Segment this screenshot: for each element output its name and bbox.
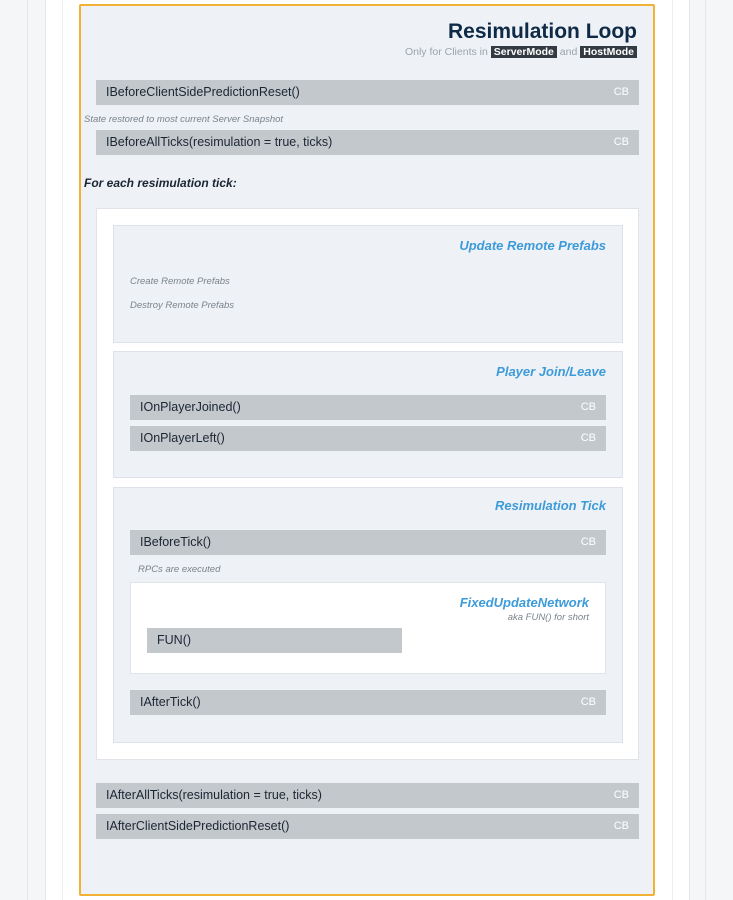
for-each-heading: For each resimulation tick: xyxy=(84,176,237,190)
section-title: Player Join/Leave xyxy=(496,364,606,379)
callback-label: IAfterTick() xyxy=(140,695,201,709)
fun-title: FixedUpdateNetwork xyxy=(459,595,589,610)
callback-label: FUN() xyxy=(157,633,192,647)
resimulation-tick-section xyxy=(113,487,623,743)
cb-badge: CB xyxy=(580,696,596,708)
callback-label: IOnPlayerJoined() xyxy=(140,400,241,414)
resimulation-loop-frame xyxy=(79,4,655,896)
left-rail xyxy=(0,0,28,900)
right-rail xyxy=(705,0,733,900)
after-all-ticks-callback xyxy=(96,783,639,808)
fixed-update-network-box xyxy=(130,582,606,674)
cb-badge: CB xyxy=(580,401,596,413)
destroy-remote-prefabs-note: Destroy Remote Prefabs xyxy=(130,300,235,311)
callback-label: IBeforeAllTicks(resimulation = true, ticks) xyxy=(106,135,333,149)
callback-label: IAfterAllTicks(resimulation = true, ticks) xyxy=(106,788,322,802)
cb-badge: CB xyxy=(580,432,596,444)
callback-label: IOnPlayerLeft() xyxy=(140,431,225,445)
fun-subtitle: aka FUN() for short xyxy=(507,612,589,623)
callback-label: IBeforeTick() xyxy=(140,535,212,549)
cb-badge: CB xyxy=(613,136,629,148)
fun-call xyxy=(147,628,402,653)
rpc-note: RPCs are executed xyxy=(138,564,221,575)
before-tick-callback xyxy=(130,530,606,555)
player-join-leave-section xyxy=(113,351,623,478)
resimulation-tick-container xyxy=(96,208,639,760)
create-remote-prefabs-note: Create Remote Prefabs xyxy=(130,276,230,287)
update-remote-prefabs-section xyxy=(113,225,623,343)
section-title: Resimulation Tick xyxy=(494,498,606,513)
reset-note: State restored to most current Server Snapshot xyxy=(84,114,284,125)
section-title: Update Remote Prefabs xyxy=(459,238,606,253)
subtitle-prefix: Only for Clients in xyxy=(404,46,488,58)
loop-title: Resimulation Loop xyxy=(448,20,637,43)
cb-badge: CB xyxy=(613,86,629,98)
cb-badge: CB xyxy=(580,536,596,548)
after-reset-callback xyxy=(96,814,639,839)
cb-badge: CB xyxy=(613,820,629,832)
on-player-left-callback xyxy=(130,426,606,451)
loop-subtitle xyxy=(405,46,637,58)
before-all-ticks-callback xyxy=(96,130,639,155)
hostmode-tag: HostMode xyxy=(580,46,637,58)
subtitle-and: and xyxy=(559,46,578,58)
servermode-tag: ServerMode xyxy=(491,46,557,58)
cb-badge: CB xyxy=(613,789,629,801)
before-reset-callback xyxy=(96,80,639,105)
on-player-joined-callback xyxy=(130,395,606,420)
after-tick-callback xyxy=(130,690,606,715)
callback-label: IAfterClientSidePredictionReset() xyxy=(106,819,290,833)
callback-label: IBeforeClientSidePredictionReset() xyxy=(106,85,300,99)
